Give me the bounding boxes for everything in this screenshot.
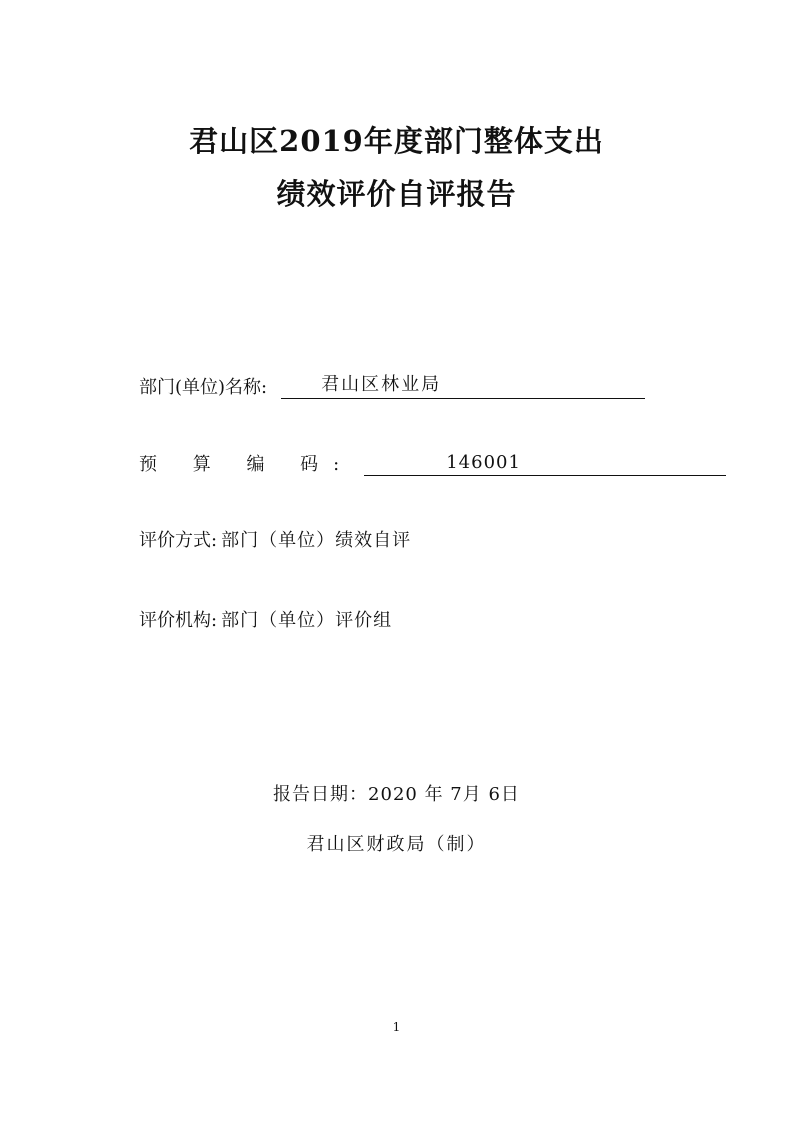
evaluation-method-label: 评价方式:: [139, 530, 218, 551]
evaluation-org-row: [139, 606, 392, 632]
evaluation-org-value: 部门（单位）评价组: [221, 610, 393, 631]
department-name-value: 君山区林业局: [281, 370, 645, 399]
document-title-line-2: 绩效评价自评报告: [276, 177, 517, 211]
report-date: 报告日期：2020 年 7月 6日: [273, 784, 520, 805]
issuer: 君山区财政局（制）: [306, 834, 487, 855]
department-name-row: [139, 370, 645, 399]
evaluation-method-row: [139, 526, 411, 552]
evaluation-method-value: 部门（单位）绩效自评: [221, 530, 412, 551]
document-title-line-1: 君山区2019年度部门整体支出: [189, 124, 604, 158]
budget-code-row: [139, 450, 726, 476]
budget-code-value: 146001: [364, 452, 726, 476]
budget-code-label: 预 算 编 码:: [139, 454, 355, 475]
page-number: 1: [392, 1020, 401, 1034]
evaluation-org-label: 评价机构:: [139, 610, 218, 631]
department-name-label: 部门(单位)名称:: [139, 377, 268, 398]
